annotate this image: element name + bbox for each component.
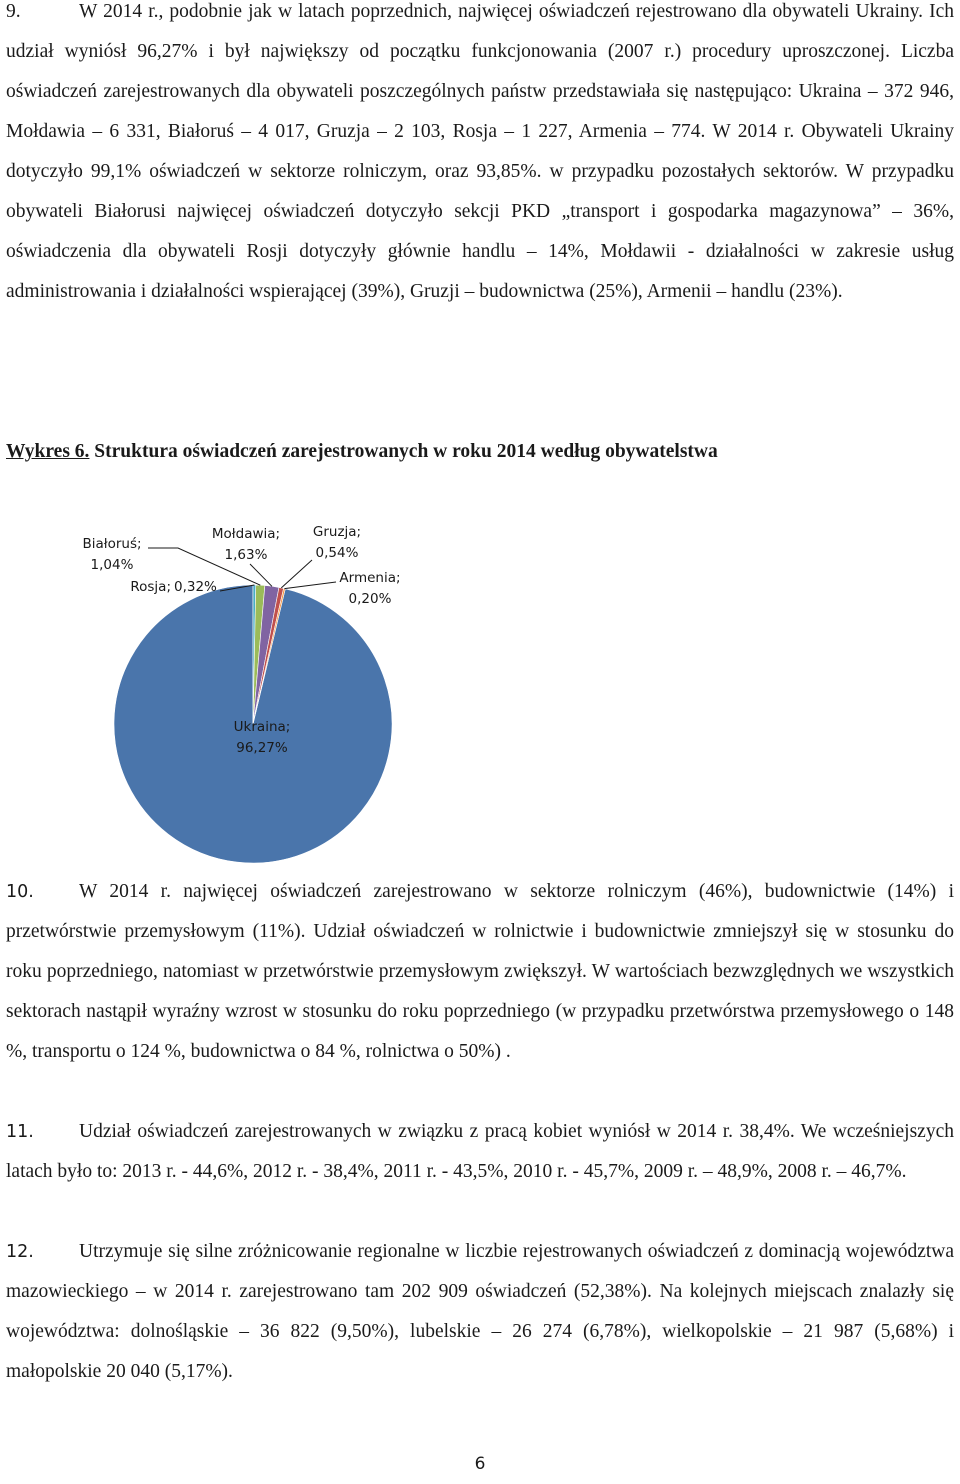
paragraph-text: Utrzymuje się silne zróżnicowanie regionalne w liczbie rejestrowanych oświadczeń z dominacją województwa mazowieckiego – w 2014 r. zarejestrowano tam 202 909 oświadczeń (52,38%). Na kolejnych miejscach znalazły się województwa: dolnośląskie – 36 822 (9,50%), lubelskie – 26 274 (6,78%), wielkopolskie – 21 987 (5,68%) i małopolskie 20 040 (5,17%). (6, 1241, 954, 1382)
paragraph-text: Udział oświadczeń zarejestrowanych w związku z pracą kobiet wyniósł w 2014 r. 38,4%. We wcześniejszych latach było to: 2013 r. - 44,6%, 2012 r. - 38,4%, 2011 r. - 43,5%, 2010 r. - 45,7%, 2009 r. – 48,9%, 2008 r. – 46,7%. (6, 1121, 954, 1182)
leader-line-mołdawia (250, 564, 272, 586)
label-rosja-value: 0,32% (174, 579, 217, 595)
label-ukraina-value: 96,27% (236, 740, 288, 756)
paragraph-number: 11. (6, 1122, 34, 1142)
paragraph-10 (6, 872, 954, 1072)
caption-title: Struktura oświadczeń zarejestrowanych w roku 2014 według obywatelstwa (94, 441, 718, 462)
caption-label: Wykres 6. (6, 441, 90, 462)
page-number: 6 (474, 1454, 486, 1474)
label-armenia-name: Armenia; (339, 570, 401, 586)
paragraph-text: W 2014 r. najwięcej oświadczeń zarejestrowano w sektorze rolniczym (46%), budownictwie (14%) i przetwórstwie przemysłowym (11%). Udział oświadczeń w rolnictwie i budownictwie zmniejszył się w stosunku do roku poprzedniego, natomiast w przetwórstwie przemysłowym zwiększył. W wartościach bezwzględnych we wszystkich sektorach nastąpił wyraźny wzrost w stosunku do roku poprzedniego (w przypadku przetwórstwa przemysłowego o 148 %, transportu o 124 %, budownictwa o 84 %, rolnictwa o 50%) . (6, 881, 954, 1062)
label-gruzja-name: Gruzja; (312, 524, 362, 540)
paragraph-12 (6, 1232, 954, 1392)
paragraph-number: 10. (6, 882, 34, 902)
paragraph-9 (6, 0, 954, 312)
paragraph-number: 12. (6, 1242, 34, 1262)
label-moldawia-value: 1,63% (224, 547, 268, 563)
label-bialorus-value: 1,04% (90, 557, 134, 573)
chart-caption (6, 436, 954, 468)
label-armenia-value: 0,20% (348, 591, 392, 607)
label-gruzja-value: 0,54% (315, 545, 359, 561)
label-rosja-name: Rosja; (130, 579, 171, 595)
leader-line-gruzja (281, 560, 312, 588)
paragraph-11 (6, 1112, 954, 1192)
label-ukraina-name: Ukraina; (233, 719, 291, 735)
paragraph-text: W 2014 r., podobnie jak w latach poprzednich, najwięcej oświadczeń rejestrowano dla obywateli Ukrainy. Ich udział wyniósł 96,27% i był największy od początku funkcjonowania (2007 r.) procedury uproszczonej. Liczba oświadczeń zarejestrowanych dla obywateli poszczególnych państw przedstawiała się następująco: Ukraina – 372 946, Mołdawia – 6 331, Białoruś – 4 017, Gruzja – 2 103, Rosja – 1 227, Armenia – 774. W 2014 r. Obywateli Ukrainy dotyczyło 99,1% oświadczeń w sektorze rolniczym, oraz 93,85%. w przypadku pozostałych sektorów. W przypadku obywateli Białorusi najwięcej oświadczeń dotyczyło sekcji PKD „transport i gospodarka magazynowa” – 36%, oświadczenia dla obywateli Rosji dotyczyły głównie handlu – 14%, Mołdawii - działalności w zakresie usług administrowania i działalności wspierającej (39%), Gruzji – budownictwa (25%), Armenii – handlu (23%). (6, 1, 954, 302)
leader-line-armenia (284, 582, 336, 589)
pie-chart (0, 500, 960, 880)
label-bialorus-name: Białoruś; (82, 536, 142, 552)
label-moldawia-name: Mołdawia; (211, 526, 281, 542)
paragraph-number: 9. (6, 1, 21, 22)
